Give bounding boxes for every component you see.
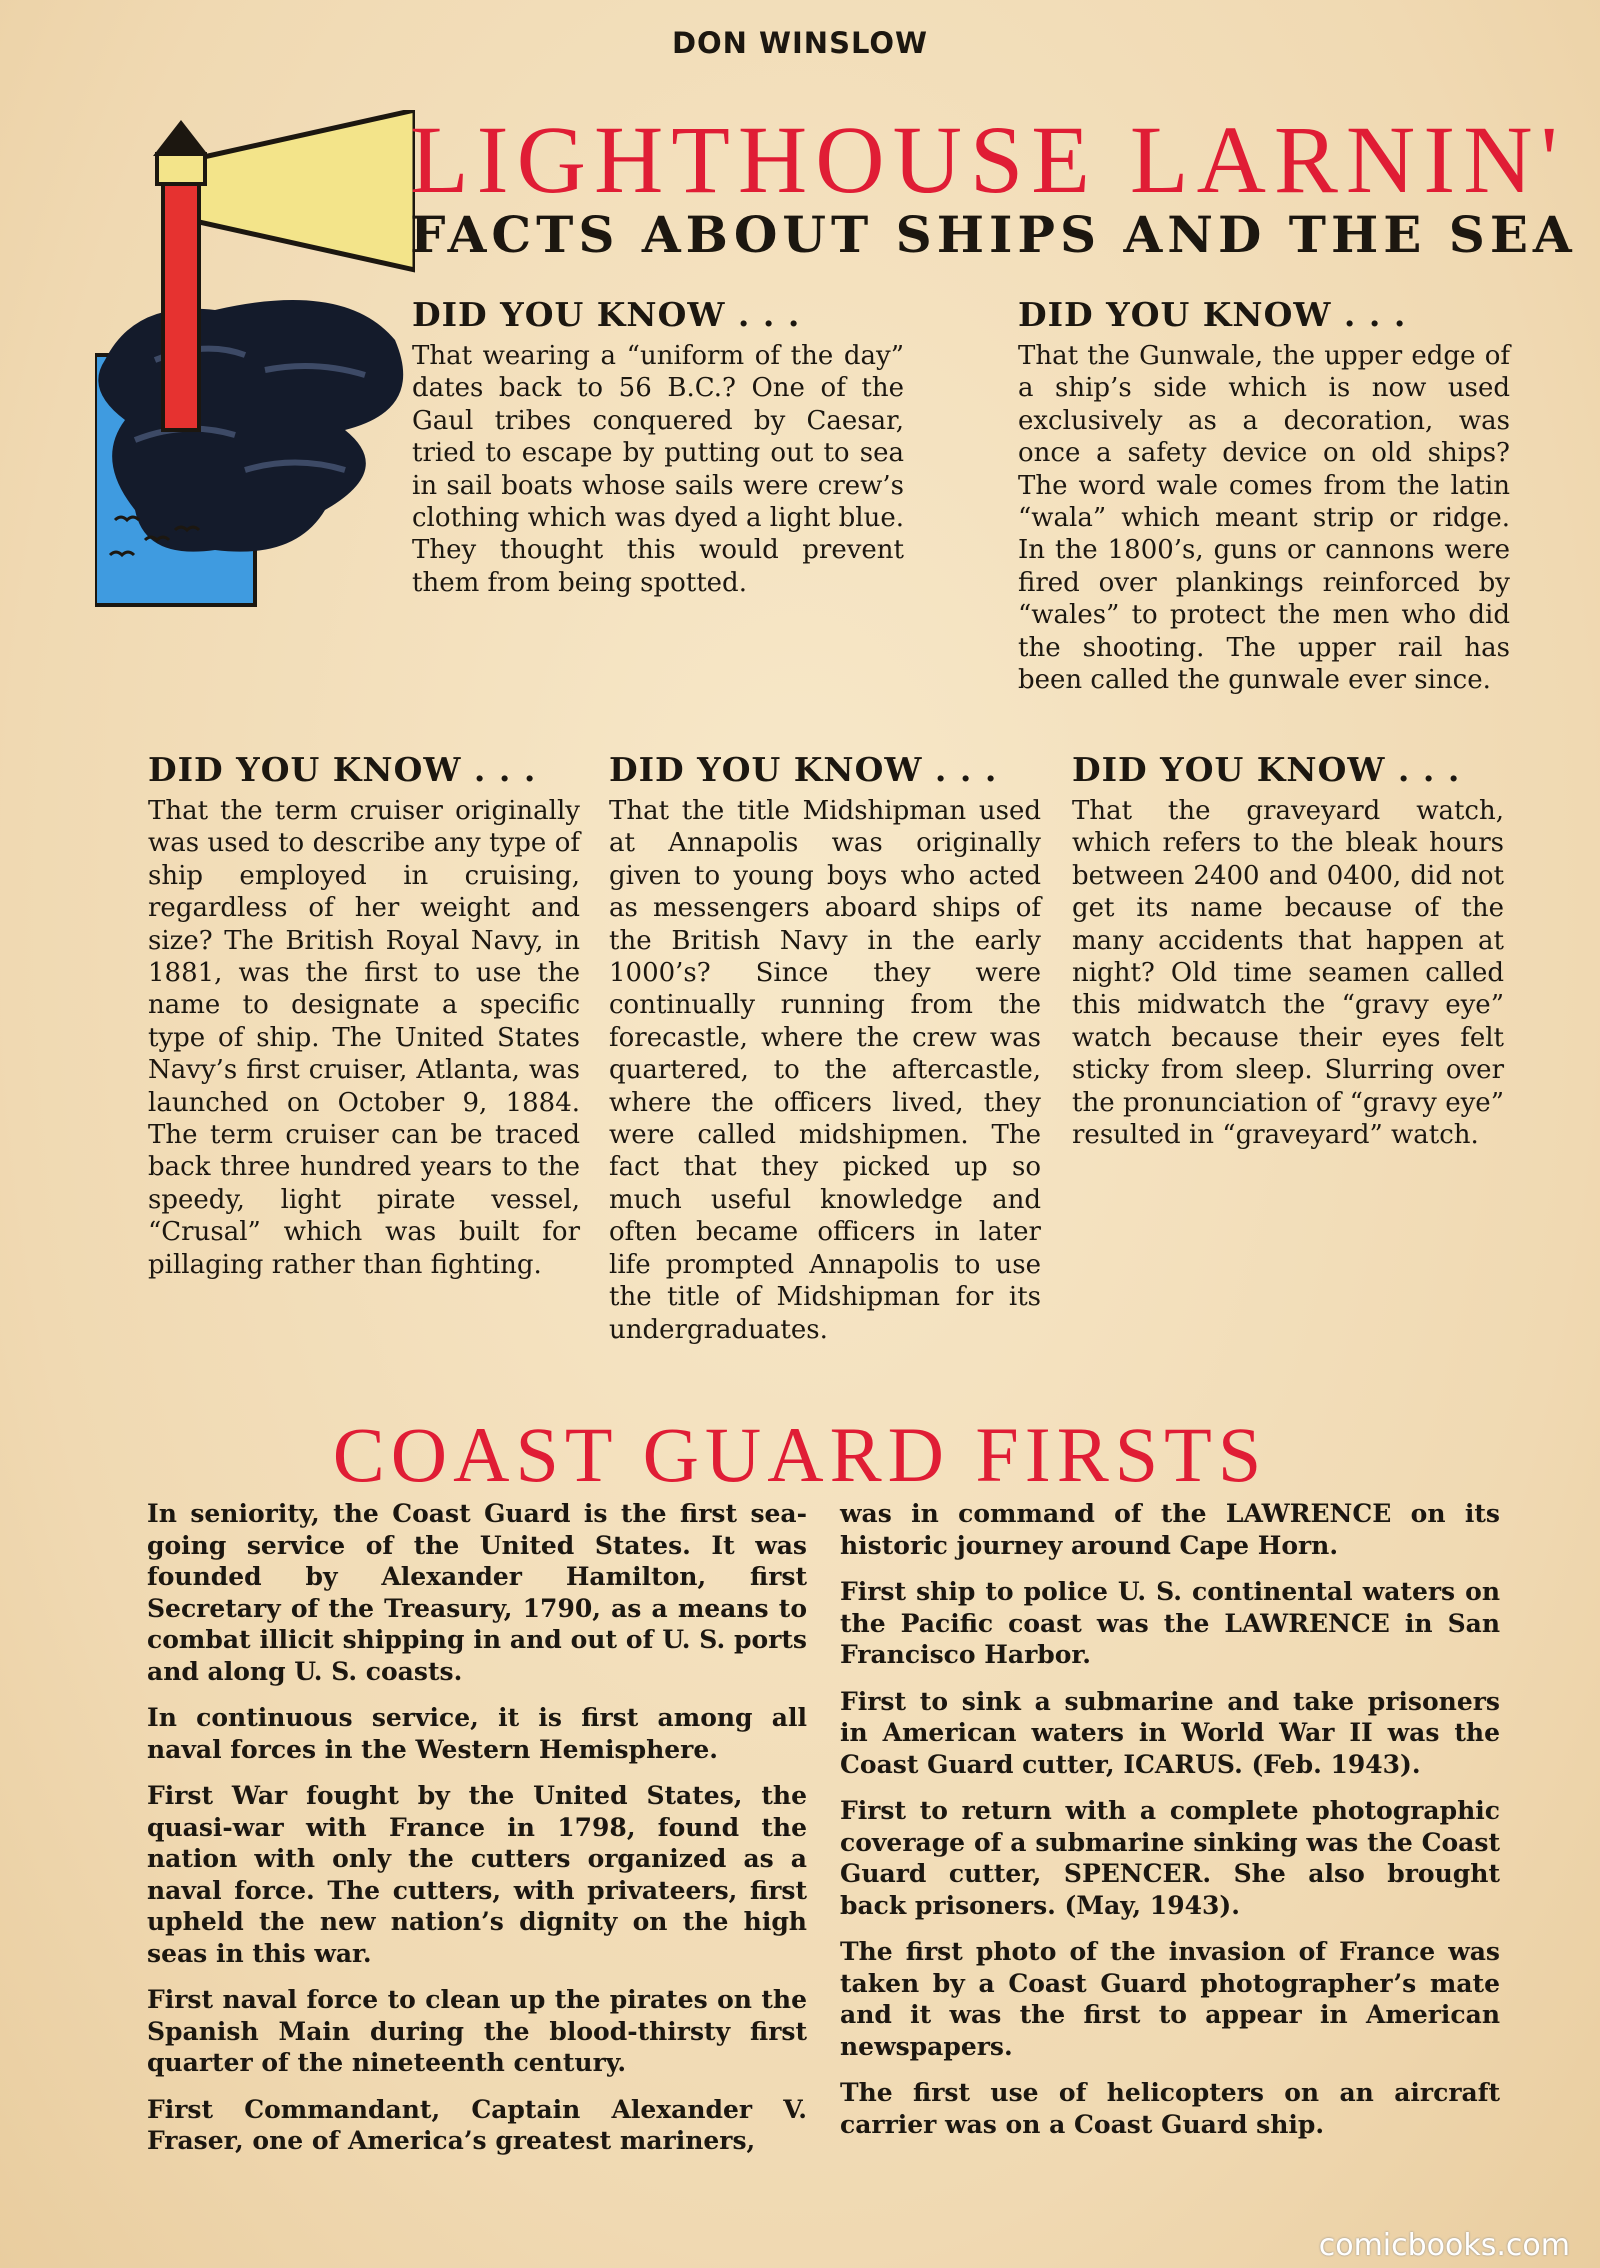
fact-graveyard-watch bbox=[1072, 750, 1504, 1151]
coast-guard-title: COAST GUARD FIRSTS bbox=[332, 1411, 1268, 1498]
fact-body: That the term cruiser originally was used to describe any type of ship employed in cruising, regardless of her weight and size? The British Royal Navy, in 1881, was the first to use the name to designate a specific type of ship. The United States Navy’s first cruiser, Atlanta, was launched on October 9, 1884. The term cruiser can be traced back three hundred years to the speedy, light pirate vessel, “Crusal” which was built for pillaging rather than fighting. bbox=[148, 796, 580, 1280]
fact-body: That the Gunwale, the upper edge of a ship’s side which is now used exclusively as a decoration, was once a safety device on old ships? The word wale comes from the latin “wala” which meant strip or ridge. In the 1800’s, guns or cannons were fired over plankings reinforced by “wales” to protect the men who did the shooting. The upper rail has been called the gunwale ever since. bbox=[1018, 341, 1510, 696]
fact-body: That wearing a “uniform of the day” dates back to 56 B.C.? One of the Gaul tribes conquered by Caesar, tried to escape by putting out to sea in sail boats whose sails were crew’s clothing which was dyed a light blue. They thought this would prevent them from being spotted. bbox=[412, 341, 904, 598]
coast-guard-paragraph: In continuous service, it is first among all naval forces in the Western Hemisphere. bbox=[147, 1703, 807, 1764]
coast-guard-paragraph: First naval force to clean up the pirates on the Spanish Main during the blood-thirsty first quarter of the nineteenth century. bbox=[147, 1985, 807, 2077]
coast-guard-paragraph: The first use of helicopters on an aircraft carrier was on a Coast Guard ship. bbox=[840, 2078, 1500, 2139]
fact-heading: DID YOU KNOW . . . bbox=[148, 750, 537, 789]
coast-guard-paragraph: The first photo of the invasion of France was taken by a Coast Guard photographer’s mate and it was the first to appear in American newspapers. bbox=[840, 1937, 1500, 2061]
fact-gunwale bbox=[1018, 295, 1510, 696]
coast-guard-paragraph: First ship to police U. S. continental waters on the Pacific coast was the LAWRENCE in San Francisco Harbor. bbox=[840, 1577, 1500, 1669]
running-head: DON WINSLOW bbox=[671, 26, 929, 60]
coast-guard-paragraph: First to return with a complete photographic coverage of a submarine sinking was the Coast Guard cutter, SPENCER. She also brought back prisoners. (May, 1943). bbox=[840, 1796, 1500, 1920]
coast-guard-right-column bbox=[840, 1498, 1500, 2155]
coast-guard-left-column bbox=[147, 1498, 807, 2172]
coast-guard-paragraph: In seniority, the Coast Guard is the first sea-going service of the United States. It was founded by Alexander Hamilton, first Secretary of the Treasury, 1790, as a means to combat illicit shipping in and out of U. S. ports and along U. S. coasts. bbox=[147, 1499, 807, 1686]
fact-uniform bbox=[412, 295, 904, 599]
fact-heading: DID YOU KNOW . . . bbox=[412, 295, 801, 334]
fact-heading: DID YOU KNOW . . . bbox=[609, 750, 998, 789]
page-title: LIGHTHOUSE LARNIN' bbox=[410, 106, 1566, 213]
coast-guard-paragraph: First War fought by the United States, the quasi-war with France in 1798, found the nation with only the cutters organized as a naval force. The cutters, with privateers, first upheld the new nation’s dignity on the high seas in this war. bbox=[147, 1781, 807, 1968]
coast-guard-paragraph: was in command of the LAWRENCE on its historic journey around Cape Horn. bbox=[840, 1499, 1500, 1560]
fact-cruiser bbox=[148, 750, 580, 1281]
coast-guard-paragraph: First Commandant, Captain Alexander V. Fraser, one of America’s greatest mariners, bbox=[147, 2094, 807, 2155]
page-subtitle: FACTS ABOUT SHIPS AND THE SEA bbox=[410, 205, 1577, 264]
site-watermark: comicbooks.com bbox=[1318, 2228, 1570, 2263]
fact-heading: DID YOU KNOW . . . bbox=[1072, 750, 1461, 789]
fact-midshipman bbox=[609, 750, 1041, 1346]
fact-body: That the title Midshipman used at Annapolis was originally given to young boys who acted as messengers aboard ships of the British Navy in the early 1000’s? Since they were continually running from the forecastle, where the crew was quartered, to the aftercastle, where the officers lived, they were called midshipmen. The fact that they picked up so much useful knowledge and often became officers in later life prompted Annapolis to use the title of Midshipman for its undergraduates. bbox=[609, 796, 1041, 1345]
coast-guard-paragraph: First to sink a submarine and take prisoners in American waters in World War II was the Coast Guard cutter, ICARUS. (Feb. 1943). bbox=[840, 1686, 1500, 1779]
fact-heading: DID YOU KNOW . . . bbox=[1018, 295, 1407, 334]
fact-body: That the graveyard watch, which refers to the bleak hours between 2400 and 0400, did not get its name because of the many accidents that happen at night? Old time seamen called this midwatch the “gravy eye” watch because their eyes felt sticky from sleep. Slurring over the pronunciation of “gravy eye” resulted in “graveyard” watch. bbox=[1072, 796, 1504, 1151]
